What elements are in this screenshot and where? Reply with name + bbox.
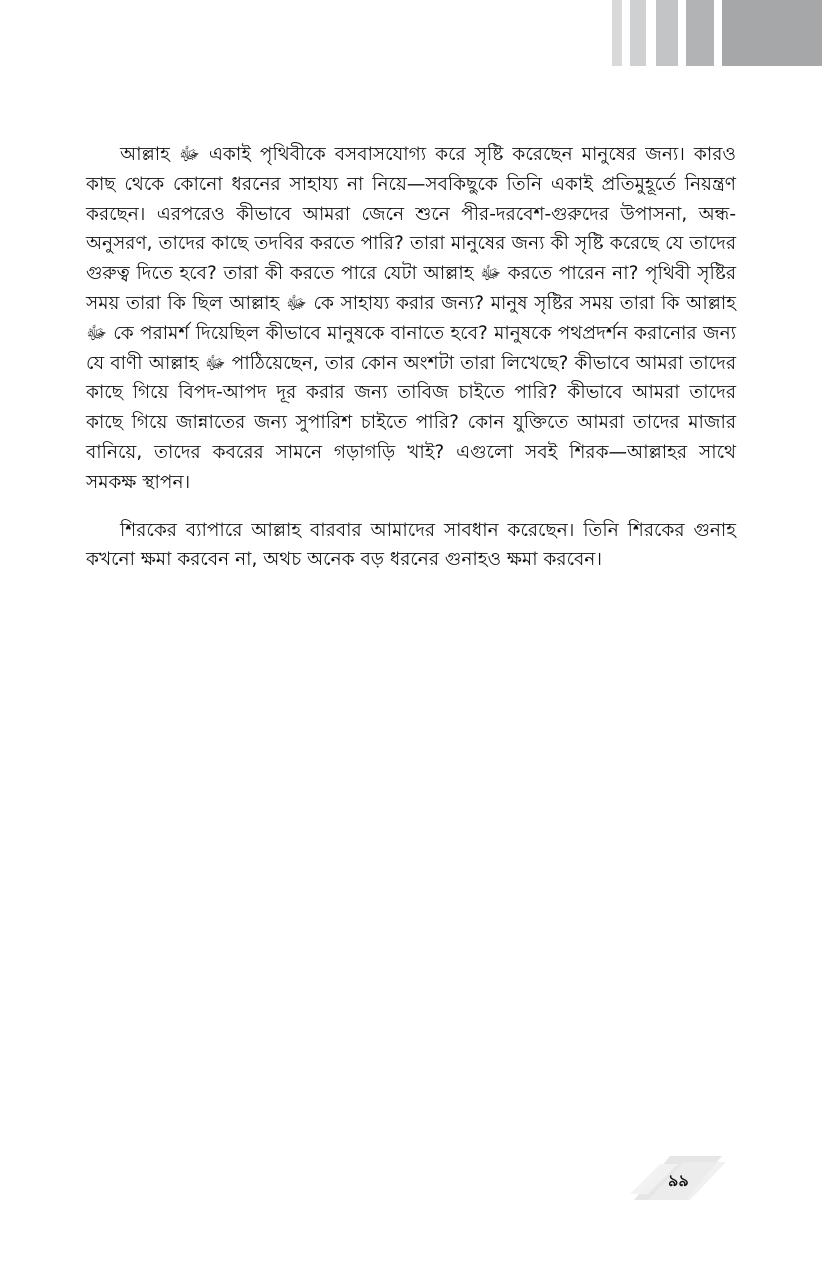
header-decoration <box>612 0 822 66</box>
body-paragraph: আল্লাহ ﷻ একাই পৃথিবীকে বসবাসযোগ্য করে সৃষ্টি করেছেন মানুষের জন্য। কারও কাছ থেকে কোনো ধরনের সাহায্য না নিয়ে—সবকিছুকে তিনি একাই প্রতিমুহূর্তে নিয়ন্ত্রণ করছেন। এরপরেও কীভাবে আমরা জেনে শুনে পীর-দরবেশ-গুরুদের উপাসনা, অন্ধ-অনুসরণ, তাদের কাছে তদবির করতে পারি? তারা মানুষের জন্য কী সৃষ্টি করেছে যে তাদের গুরুত্ব দিতে হবে? তারা কী করতে পারে যেটা আল্লাহ ﷻ করতে পারেন না? পৃথিবী সৃষ্টির সময় তারা কি ছিল আল্লাহ ﷻ কে সাহায্য করার জন্য? মানুষ সৃষ্টির সময় তারা কি আল্লাহ ﷻ কে পরামর্শ দিয়েছিল কীভাবে মানুষকে বানাতে হবে? মানুষকে পথপ্রদর্শন করানোর জন্য যে বাণী আল্লাহ ﷻ পাঠিয়েছেন, তার কোন অংশটা তারা লিখেছে? কীভাবে আমরা তাদের কাছে গিয়ে বিপদ-আপদ দূর করার জন্য তাবিজ চাইতে পারি? কীভাবে আমরা তাদের কাছে গিয়ে জান্নাতের জন্য সুপারিশ চাইতে পারি? কোন যুক্তিতে আমরা তাদের মাজার বানিয়ে, তাদের কবরের সামনে গড়াগড়ি খাই? এগুলো সবই শিরক—আল্লাহর সাথে সমকক্ষ স্থাপন। <box>86 144 737 493</box>
page-body <box>86 140 736 593</box>
header-bar-block <box>722 0 822 66</box>
header-bar <box>656 0 678 66</box>
header-bar <box>630 0 646 66</box>
page-number: ৯৯ <box>668 1171 689 1190</box>
page-number-badge <box>630 1150 726 1206</box>
header-bar <box>686 0 714 66</box>
body-paragraph: শিরকের ব্যাপারে আল্লাহ বারবার আমাদের সাবধান করেছেন। তিনি শিরকের গুনাহ কখনো ক্ষমা করবেন না, অথচ অনেক বড় ধরনের গুনাহও ক্ষমা করবেন। <box>86 519 736 571</box>
header-bar <box>612 0 622 66</box>
